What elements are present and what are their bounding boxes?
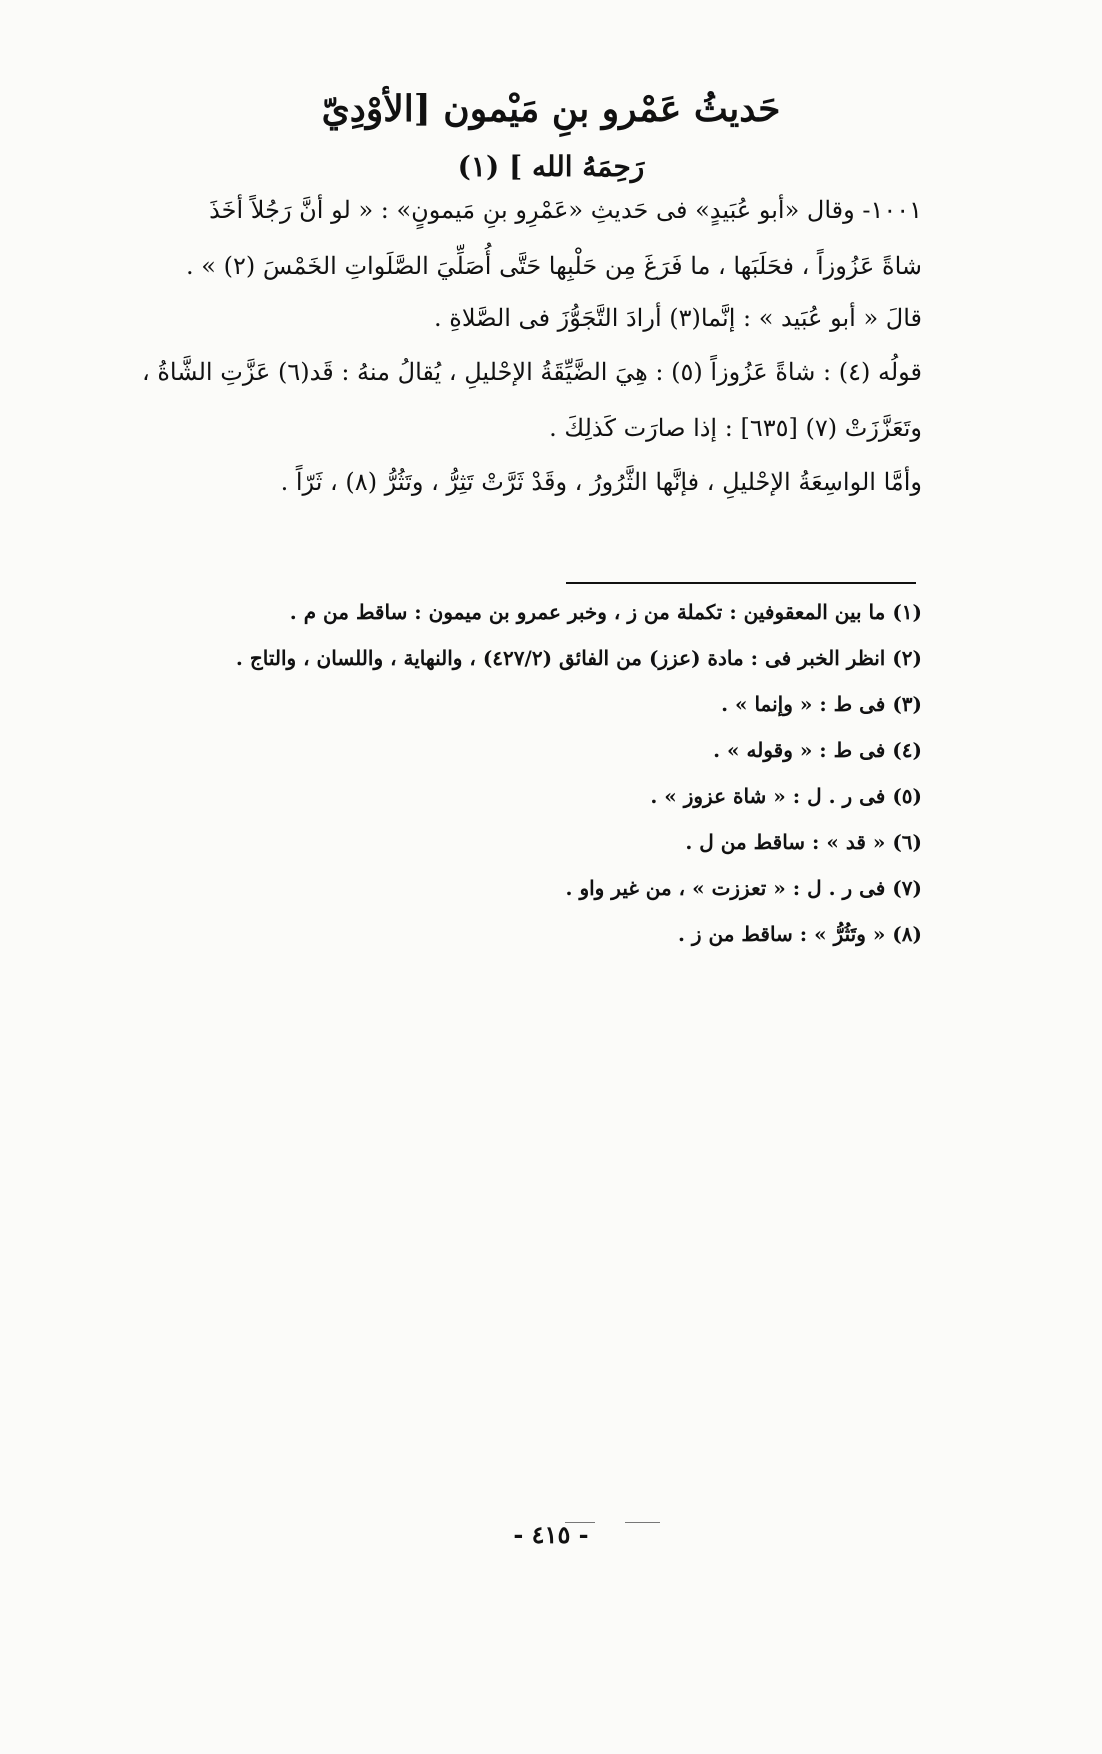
footnote: (٤) فى ط : « وقوله » . (713, 738, 922, 762)
footnote: (٢) انظر الخبر فى : مادة (عزز) من الفائق (٤٢٧/٢) ، والنهاية ، واللسان ، والتاج . (235, 646, 922, 670)
page-number: - ٤١٥ - (513, 1520, 589, 1549)
body-line: قولُه (٤) : شاةً عَزُوزاً (٥) : هِيَ الضَّيِّقَةُ الإحْليلِ ، يُقالُ منهُ : قَد(٦) عَزَّتِ الشَّاةُ ، (141, 358, 922, 386)
body-line: وأمَّا الواسِعَةُ الإحْليلِ ، فإنَّها الثَّرُورُ ، وقَدْ ثَرَّتْ تَثِرُّ ، وتَثُرُّ (٨) ، ثَرّاً . (280, 468, 922, 496)
chapter-title: حَديثُ عَمْرو بنِ مَيْمون [الأوْدِيّ (321, 88, 781, 130)
body-line: قالَ « أبو عُبَيد » : إنَّما(٣) أرادَ التَّجَوُّزَ فى الصَّلاةِ . (433, 304, 922, 332)
footnote: (٥) فى ر . ل : « شاة عزوز » . (650, 784, 922, 808)
body-line: شاةً عَزُوزاً ، فحَلَبَها ، ما فَرَغَ مِن حَلْبِها حَتَّى أُصَلِّيَ الصَّلَواتِ الخَمْسَ (٢) » . (186, 252, 922, 280)
footnote: (١) ما بين المعقوفين : تكملة من ز ، وخبر عمرو بن ميمون : ساقط من م . (289, 600, 922, 624)
chapter-subtitle: رَحِمَهُ الله ] (١) (457, 150, 645, 183)
body-line: وتَعَزَّزَتْ (٧) [٦٣٥] : إذا صارَت كَذلِكَ . (549, 414, 922, 442)
footnote: (٣) فى ط : « وإنما » . (721, 692, 922, 716)
scan-mark (625, 1522, 660, 1523)
body-line: ١٠٠١- وقال «أبو عُبَيدٍ» فى حَديثِ «عَمْرِو بنِ مَيمونٍ» : « لو أنَّ رَجُلاً أخَذَ (209, 196, 922, 224)
footnote: (٧) فى ر . ل : « تعززت » ، من غير واو . (565, 876, 922, 900)
footnote: (٦) « قد » : ساقط من ل . (685, 830, 922, 854)
footnote-divider (566, 582, 916, 584)
footnote: (٨) « وتَثُرُّ » : ساقط من ز . (677, 922, 922, 946)
scan-mark (565, 1522, 595, 1523)
